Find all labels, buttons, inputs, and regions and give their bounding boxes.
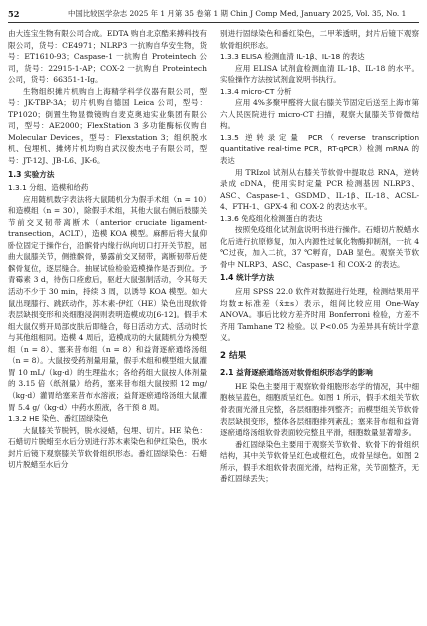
heading-1-3-3: 1.3.3 ELISA 检测血清 IL-1β、IL-18 的表达 xyxy=(220,52,365,62)
heading-1-3: 1.3 实验方法 xyxy=(8,169,55,179)
paragraph-rtqpcr: 用 TRIzol 试剂从右膝关节软骨中提取总 RNA，逆转录成 cDNA，使用实时定量 PCR 检测基因 NLRP3、ASC、Caspase-1、GSDMD、IL-1β、IL-18、ACSL-4、FTH-1、GPX-4 和 COX-2 的表达水平。 xyxy=(220,167,419,212)
paragraph-he-results: HE 染色主要用于观察软骨细胞形态学的情况，其中细胞核呈蓝色，细胞质呈红色。如图 1 所示，假手术组关节软骨表面光滑且完整，各层细胞排列整齐；而模型组关节软骨表层缺损变形，整体各层细胞排列紊乱；塞来昔布组和益肾逐瘀通络汤组软骨表面较完整且平滑，细胞数量显著增多。 xyxy=(220,381,419,438)
paragraph-modeling: 应用随机数字表法将大鼠随机分为假手术组（n = 10）和造模组（n = 30），除假手术组，其他大鼠右侧后肢膝关节前交叉韧带离断术（anterior cruciate ligament-transection，ACLT），造模 KOA 模型。麻醉后将大鼠仰卧位固定于操作台，沿髌骨内缘行纵向切口打开关节腔，屈曲大鼠膝关节，侧推髌骨，暴露前交叉韧带，离断韧带后使髌骨复位，逐层缝合。抽屉试验检验造模操作是否到位。予青霉素 3 d，待伤口痊愈后，驱赶大鼠强制活动，令其每天活动不少于 30 min，持续 3 周，以诱导 KOA 模型。如大鼠出现膝行、跳跃动作，苏木素-伊红（HE）染色出现软骨表层缺损变形和炎细胞浸润则表明造模成功[6-12]。假手术组大鼠仅剪开局部皮肤后即缝合，每日活动方式、活动时长与其他组相同。造模 4 周后，造模成功的大鼠随机分为模型组（n = 8）、塞来昔布组（n = 8）和益肾逐瘀通络汤组（n = 8）。大鼠按受药剂量用量，假手术组和模型组大鼠灌胃 10 mL/（kg·d）的生理盐水；各给药组大鼠按人体剂量的 3.15 倍（纸剂量）给药，塞来昔布组大鼠按照 12 mg/（kg·d）灌胃给塞来昔布水溶液；益肾逐瘀通络汤组大鼠灌胃 5.4 g/（kg·d）中药水煎液，各干预 8 周。 xyxy=(8,194,207,412)
paragraph-microct: 应用 4%多聚甲醛将大鼠右膝关节固定后送至上海市第六人民医院进行 micro-CT 扫描，观察大鼠膝关节骨微结构。 xyxy=(220,98,419,131)
heading-2-1: 2.1 益肾逐瘀通络汤对软骨组织形态学的影响 xyxy=(220,368,373,378)
page-header xyxy=(8,6,419,22)
paragraph-staining-cont: 别进行固绿染色和番红染色，二甲苯透明，封片后镜下观察软骨组织形态。 xyxy=(220,29,419,50)
heading-1-4: 1.4 统计学方法 xyxy=(220,273,275,283)
heading-1-3-5: 1.3.5 逆转录定量 PCR（reverse transcription quantitative real-time PCR，RT-qPCR）检测 mRNA 的表达 xyxy=(220,132,419,166)
paragraph-staining: 大鼠膝关节脱钙，脱水浸蜡，包埋、切片。HE 染色：石蜡切片脱蜡至水后分别进行苏木素染色和伊红染色，脱水封片后镜下观察膝关节软骨组织形态。番红固绿染色：石蜡切片脱蜡至水后分 xyxy=(8,425,207,470)
journal-running-title: 中国比较医学杂志 2025 年 1 月第 35 卷第 1 期 Chin J Comp Med, January 2025, Vol. 35, No. 1 xyxy=(68,9,407,18)
heading-1-3-1: 1.3.1 分组、造模和给药 xyxy=(8,183,89,193)
heading-1-3-4: 1.3.4 micro-CT 分析 xyxy=(220,86,292,96)
right-column xyxy=(220,28,419,485)
paragraph-instruments: 生物组织摊片机购自上海精学科学仪器有限公司，型号：JK-TBP-3A；切片机购自德国 Leica 公司，型号：TP1020；倒置生物显微镜购自麦克奥迪实业集团有限公司，型号：AE2000；FlexStation 3 多功能酶标仪购自 Molecular Devices，型号：Flexstation 3；组织脱水机、包埋机、摊烤片机均购自武汉俊杰电子有限公司，型号：JT-12J、JB-L6、JK-6。 xyxy=(8,86,207,166)
left-column xyxy=(8,28,207,471)
paragraph-ihc: 按照免疫组化试剂盒说明书进行操作。石蜡切片脱蜡水化后进行抗原修复，加入内源性过氧化物酶抑制剂，一抗 4 ℃过夜，加入二抗，37 ℃孵育，DAB 显色。观察关节软骨中 NLRP3、ASC、Caspase-1 和 COX-2 的表达。 xyxy=(220,225,419,269)
header-rule xyxy=(8,22,419,23)
heading-results: 2 结果 xyxy=(220,350,247,361)
paragraph-statistics: 应用 SPSS 22.0 软件对数据进行处理，检测结果用平均数±标准差（x̄±s）表示，组间比较应用 One-Way ANOVA。事后比较方差齐时用 Bonferroni 检验，方差不齐用 Tamhane T2 检验。以 P<0.05 为差异具有统计学意义。 xyxy=(220,287,419,343)
page-number: 52 xyxy=(8,9,20,19)
heading-1-3-2: 1.3.2 HE 染色、番红固绿染色 xyxy=(8,414,109,424)
heading-1-3-6: 1.3.6 免疫组化检测蛋白的表达 xyxy=(220,213,323,223)
paragraph-safranin-results: 番红固绿染色主要用于观察关节软骨、软骨下的骨组织结构，其中关节软骨呈红色或橙红色，成骨呈绿色。如图 2 所示，假手术组软骨表面光滑，结构正常，关节面整齐，无番红固绿丢失； xyxy=(220,439,419,484)
paragraph-reagents: 由大连宝生物有限公司合成。EDTA 购自北京酷来搏科技有限公司，货号：CE4971；NLRP3 一抗购自华安生物，货号：ET1610-93；Caspase-1 一抗购自 Proteintech 公司，货号：22915-1-AP；COX-2 一抗购自 Proteintech 公司，货号：66351-1-Ig。 xyxy=(8,29,207,85)
paragraph-elisa: 应用 ELISA 试剂盒检测血清 IL-1β、IL-18 的水平。实验操作方法按试剂盒说明书执行。 xyxy=(220,63,419,85)
